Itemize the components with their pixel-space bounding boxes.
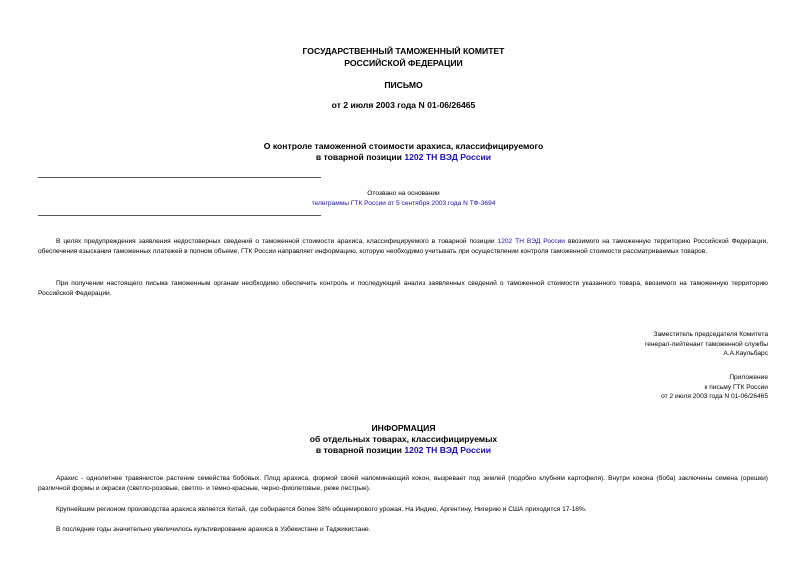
org-name-line2: РОССИЙСКОЙ ФЕДЕРАЦИИ <box>344 58 463 68</box>
signature-block <box>645 330 768 359</box>
org-name-line1: ГОСУДАРСТВЕННЫЙ ТАМОЖЕННЫЙ КОМИТЕТ <box>302 46 505 56</box>
signature-name: А.А.Каульбарс <box>723 350 768 358</box>
info-line2: об отдельных товарах, классифицируемых <box>309 434 498 444</box>
appendix-line3: от 2 июля 2003 года N 01-06/26465 <box>661 393 768 401</box>
subject-line1: О контроле таможенной стоимости арахиса, классифицируемого <box>263 141 544 151</box>
info-title: ИНФОРМАЦИЯ <box>371 423 436 433</box>
appendix-line1: Приложение <box>729 374 768 381</box>
info-paragraph-2: Крупнейшим регионом производства арахиса является Китай, где собирается более 38% общемирового урожая. На Индию, Аргентину, Нигерию и США приходится 17-18%. <box>56 506 587 513</box>
info-paragraph-1: Арахис - однолетнее травянистое растение семейства бобовых. Плод арахиса, формой своей напоминающий кокон, вызревает под землей (подобно клубням картофеля). Внутри кокона (боба) заключены семена (орешки) различной формы и окраски (светло-розовые, светло- и темно-красные, черно-фиолетовые, реже пестрые). <box>38 475 768 492</box>
subject-line2-prefix: в товарной позиции <box>315 152 405 162</box>
appendix-block <box>661 373 768 402</box>
appendix-line2: к письму ГТК России <box>704 383 768 391</box>
body-paragraph-1 <box>38 237 768 256</box>
info-paragraph-3: В последние годы значительно увеличилось культивирование арахиса в Узбекистане и Таджикистане. <box>56 526 371 533</box>
info-line3-prefix: в товарной позиции <box>315 445 405 455</box>
info-line3 <box>0 445 807 456</box>
body-p1-code-link[interactable]: 1202 ТН ВЭД России <box>497 238 565 245</box>
revocation-rule-top <box>38 177 321 178</box>
revocation-label: Отозвано на основании <box>367 190 440 197</box>
signature-line1: Заместитель председателя Комитета <box>653 331 768 338</box>
body-paragraph-2: При получении настоящего письма таможенным органам необходимо обеспечить контроль и последующий анализ заявленных сведений о таможенной стоимости указанного товара, ввозимого на таможенную территорию Российской Федерации. <box>38 280 768 297</box>
subject-line2 <box>0 152 807 163</box>
revocation-rule-bottom <box>38 215 321 216</box>
body-p1-after: ввозимого на таможенную территорию Российской Федерации, обеспечения взыскания таможенных платежей в полном объеме, ГТК России направляет информацию, которую необходимо учитывать при осуществлении контроля таможенной стоимости рассматриваемых товаров. <box>38 238 768 255</box>
revocation-telegram-link[interactable]: телеграммы ГТК России от 5 сентября 2003 года N ТФ-3694 <box>311 200 496 207</box>
subject-code-link[interactable]: 1202 ТН ВЭД России <box>404 152 492 162</box>
signature-line2: генерал-лейтенант таможенной службы <box>644 340 768 348</box>
document-type: ПИСЬМО <box>384 80 423 90</box>
info-code-link[interactable]: 1202 ТН ВЭД России <box>404 445 492 455</box>
document-date: от 2 июля 2003 года N 01-06/26465 <box>331 100 476 110</box>
body-p1-before: В целях предупреждения заявления недостоверных сведений о таможенной стоимости арахиса, классифицируемого в товарной позиции <box>56 238 498 245</box>
